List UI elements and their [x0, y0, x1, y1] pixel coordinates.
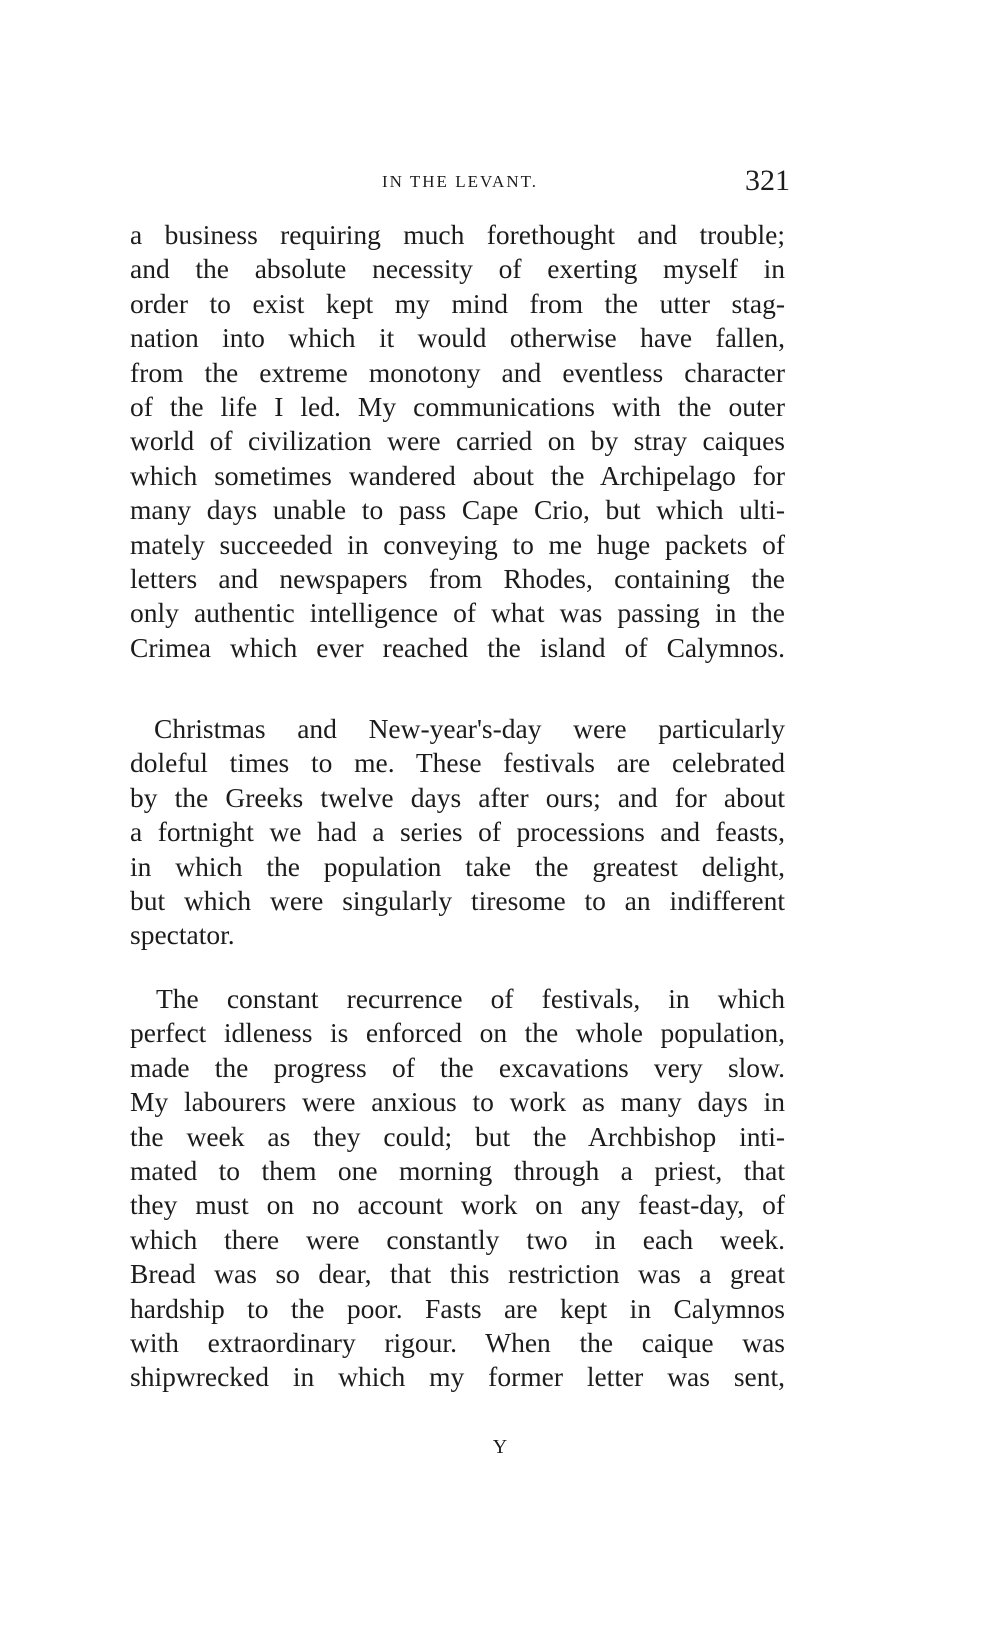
text-line: doleful times to me. These festivals are celebrated [130, 747, 785, 779]
text-line: of the life I led. My communications with the outer [130, 390, 785, 422]
text-line: only authentic intelligence of what was passing in the [130, 597, 785, 629]
text-line: which there were constantly two in each week. [130, 1223, 785, 1255]
paragraph-3 [130, 982, 785, 1395]
text-line: My labourers were anxious to work as many days in [130, 1086, 785, 1118]
text-line: The constant recurrence of festivals, in which [156, 983, 785, 1014]
paragraph-1 [130, 218, 785, 665]
text-line: made the progress of the excavations very slow. [130, 1051, 785, 1083]
text-line: they must on no account work on any feast-day, of [130, 1189, 785, 1221]
text-line: many days unable to pass Cape Crio, but which ulti- [130, 494, 785, 526]
text-line: a fortnight we had a series of processions and feasts, [130, 816, 785, 848]
text-line: by the Greeks twelve days after ours; and for about [130, 781, 785, 813]
signature-mark: Y [492, 1436, 508, 1458]
running-title: IN THE LEVANT. [382, 172, 538, 191]
text-line: perfect idleness is enforced on the whole population, [130, 1017, 785, 1049]
text-line: from the extreme monotony and eventless character [130, 356, 785, 388]
text-line: in which the population take the greatest delight, [130, 850, 785, 882]
text-line: but which were singularly tiresome to an indifferent [130, 884, 785, 916]
text-line: which sometimes wandered about the Archipelago for [130, 459, 785, 491]
text-line: with extraordinary rigour. When the caique was [130, 1326, 785, 1358]
text-line: and the absolute necessity of exerting myself in [130, 253, 785, 285]
text-line: mated to them one morning through a priest, that [130, 1154, 785, 1186]
text-line: letters and newspapers from Rhodes, containing the [130, 562, 785, 594]
text-line: mately succeeded in conveying to me huge packets of [130, 528, 785, 560]
text-line: the week as they could; but the Archbishop inti- [130, 1120, 785, 1152]
text-line: order to exist kept my mind from the utter stag- [130, 287, 785, 319]
text-line: Crimea which ever reached the island of Calymnos. [130, 631, 785, 663]
text-line: spectator. [130, 919, 235, 951]
running-head [130, 164, 790, 204]
text-line: Bread was so dear, that this restriction was a great [130, 1258, 785, 1290]
text-line: hardship to the poor. Fasts are kept in Calymnos [130, 1292, 785, 1324]
text-line: Christmas and New-year's-day were particularly [154, 713, 785, 744]
text-line: world of civilization were carried on by stray caiques [130, 425, 785, 457]
text-line: nation into which it would otherwise have fallen, [130, 322, 785, 354]
text-line: a business requiring much forethought and trouble; [130, 219, 785, 250]
text-line: shipwrecked in which my former letter was sent, [130, 1361, 785, 1393]
page-number: 321 [745, 164, 790, 197]
paragraph-2 [130, 712, 785, 953]
